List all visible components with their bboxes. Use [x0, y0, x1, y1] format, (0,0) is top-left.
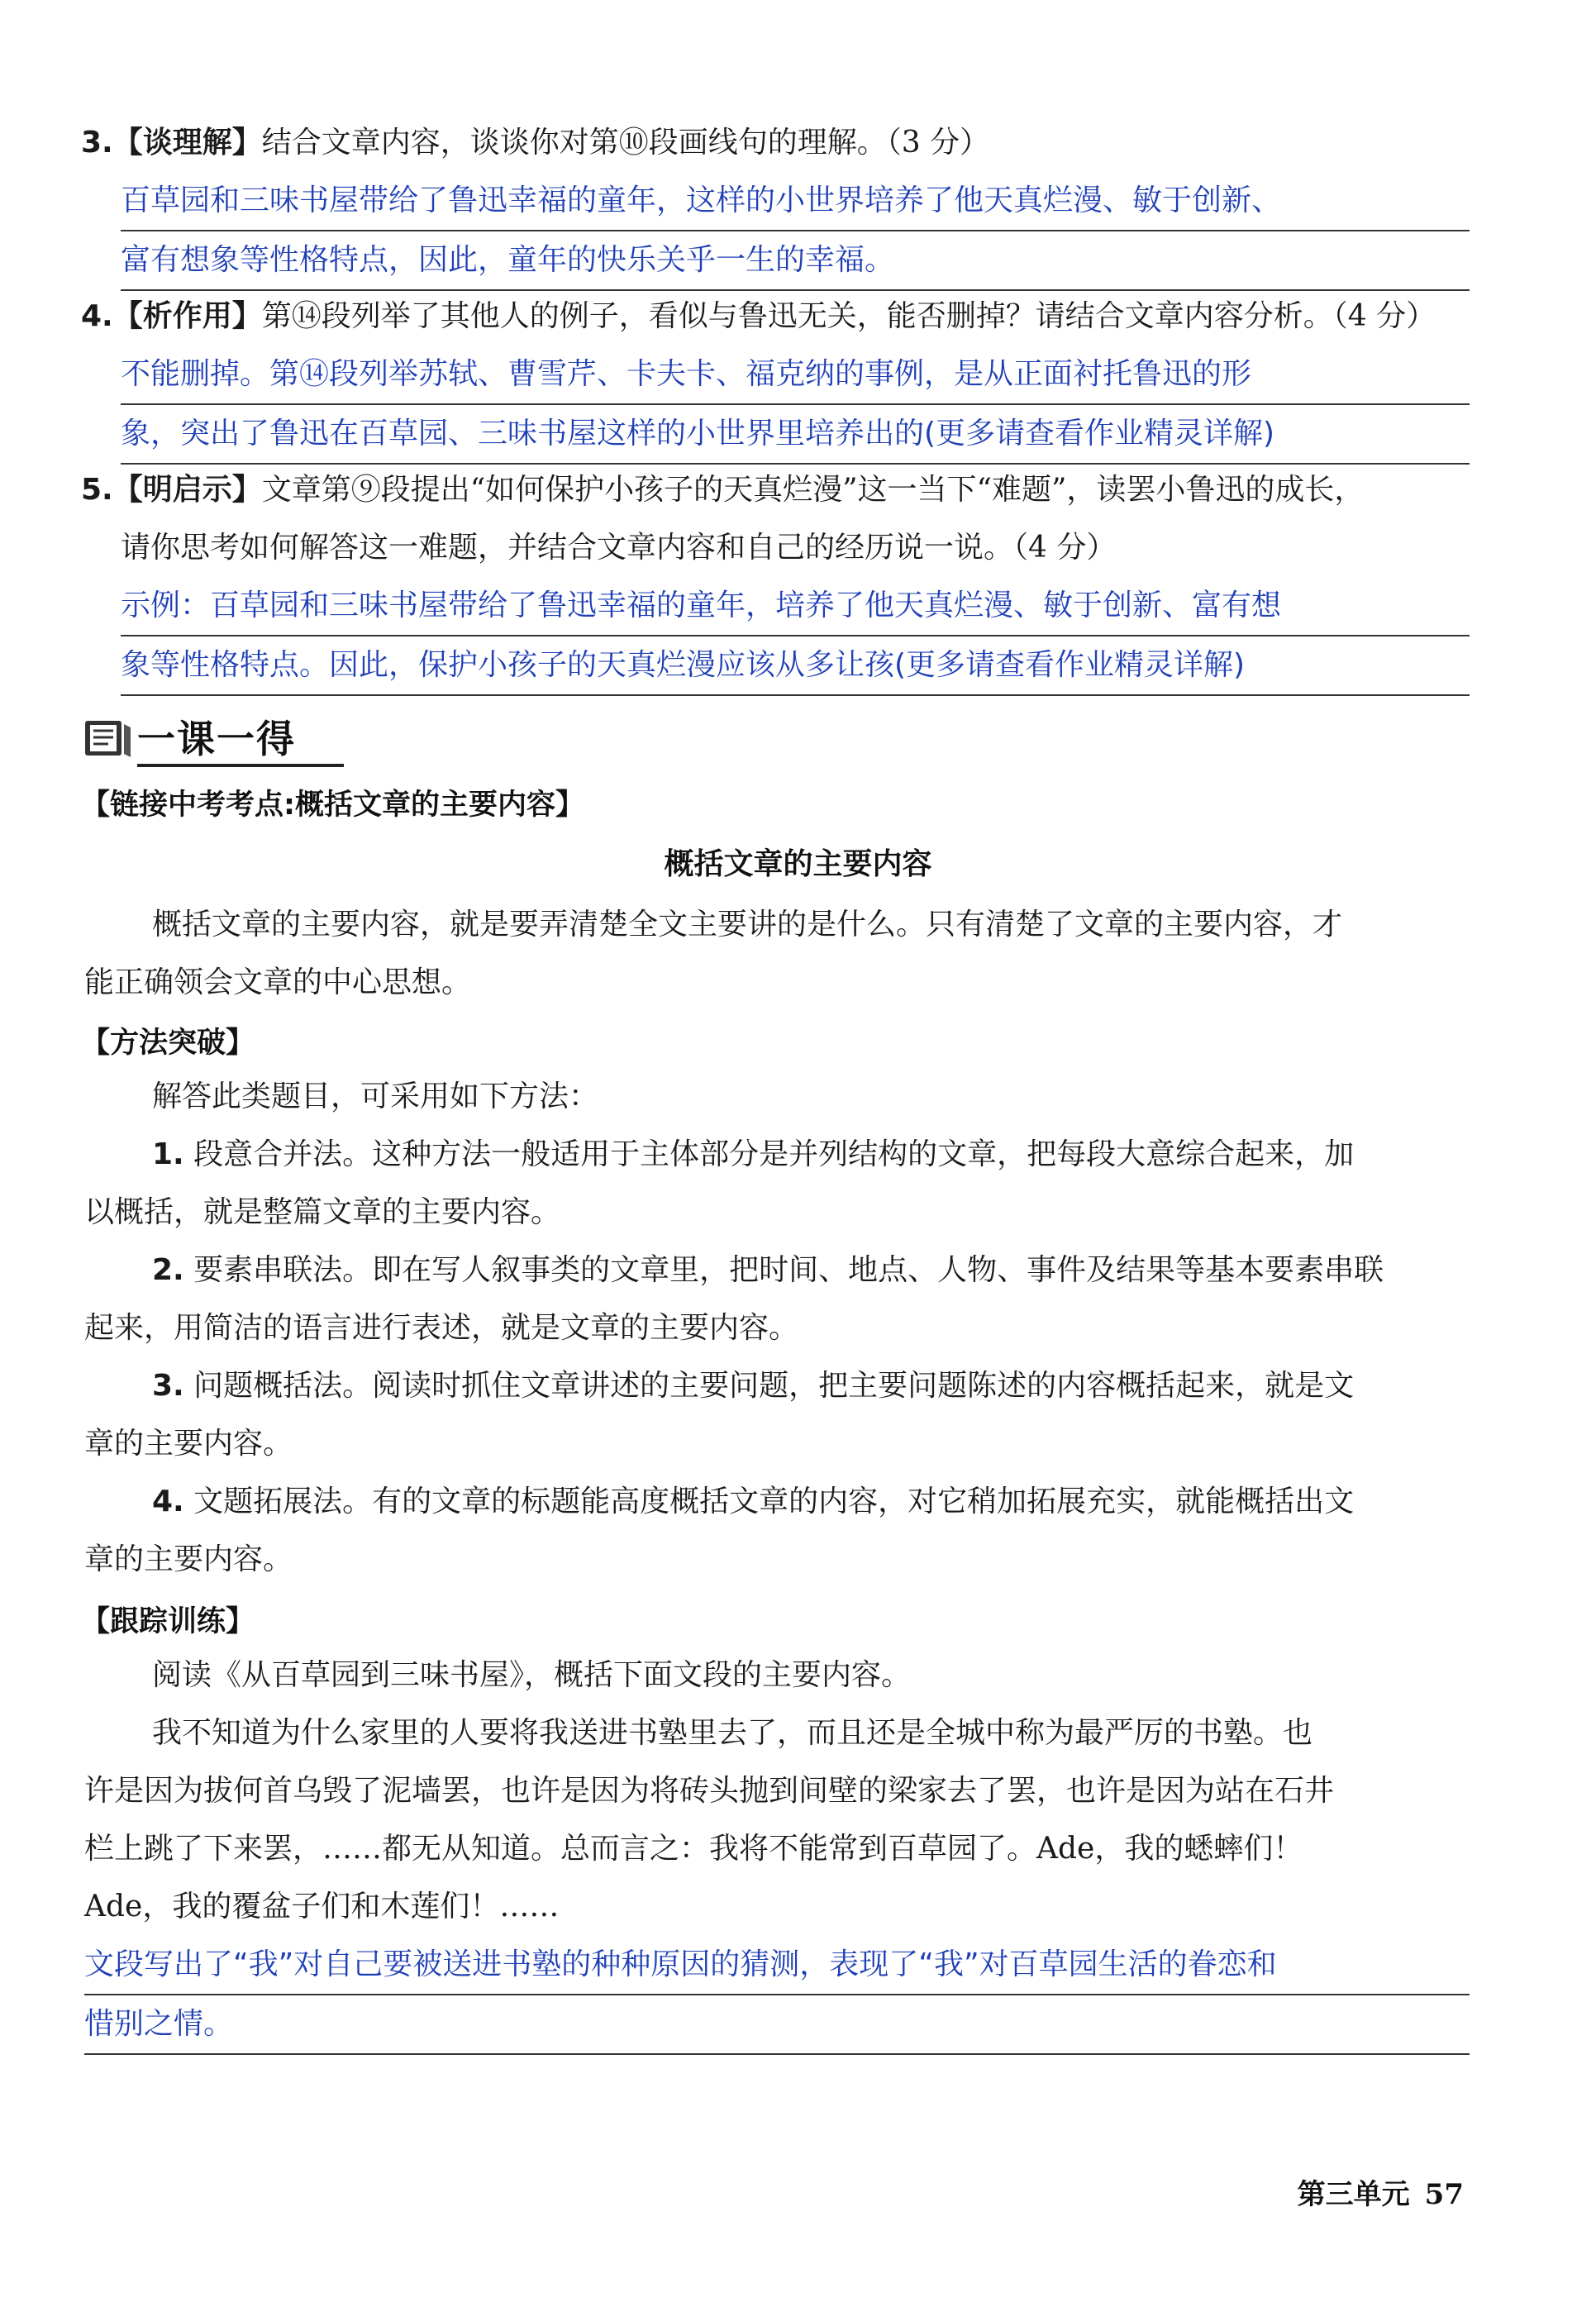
topic-title: 概括文章的主要内容 [664, 847, 932, 881]
method-number: 3. [152, 1369, 184, 1403]
answer-line: 象等性格特点。因此，保护小孩子的天真烂漫应该从多让孩(更多请查看作业精灵详解) [121, 636, 1470, 696]
question-prompt: 文章第⑨段提出“如何保护小孩子的天真烂漫”这一当下“难题”，读罢小鲁迅的成长， [261, 473, 1365, 507]
method-item-cont: 以概括，就是整篇文章的主要内容。 [84, 1195, 561, 1229]
question-4 [81, 288, 1470, 465]
question-prompt: 结合文章内容，谈谈你对第⑩段画线句的理解。（3 分） [261, 126, 990, 160]
answer-line: 富有想象等性格特点，因此，童年的快乐关乎一生的幸福。 [121, 231, 1470, 291]
training-block [84, 1647, 1470, 1936]
method-text: 段意合并法。这种方法一般适用于主体部分是并列结构的文章，把每段大意综合起来，加 [183, 1137, 1355, 1171]
methods-block [84, 1068, 1470, 1589]
answer-line: 示例：百草园和三味书屋带给了鲁迅幸福的童年，培养了他天真烂漫、敏于创新、富有想 [121, 577, 1470, 636]
section-title: 一课一得 [137, 717, 296, 761]
method-number: 4. [152, 1485, 184, 1518]
method-number: 2. [152, 1253, 184, 1287]
unit-label: 第三单元 [1297, 2178, 1410, 2211]
question-tag: 【析作用】 [112, 299, 262, 333]
method-item [84, 1242, 1470, 1299]
section-header [83, 713, 347, 770]
page-number: 57 [1424, 2178, 1464, 2211]
excerpt-line: 栏上跳了下来罢，……都无从知道。总而言之：我将不能常到百草园了。Ade，我的蟋蟀们！ [84, 1832, 1303, 1866]
answer-line: 文段写出了“我”对自己要被送进书塾的种种原因的猜测，表现了“我”对百草园生活的眷恋和 [84, 1936, 1470, 1995]
method-text: 要素串联法。即在写人叙事类的文章里，把时间、地点、人物、事件及结果等基本要素串联 [183, 1253, 1384, 1287]
notebook-icon [83, 717, 134, 760]
answer-line: 百草园和三味书屋带给了鲁迅幸福的童年，这样的小世界培养了他天真烂漫、敏于创新、 [121, 172, 1470, 231]
section-title-underline [137, 764, 344, 767]
question-4-prompt-line [81, 288, 1470, 346]
answer-line: 惜别之情。 [84, 1995, 1470, 2055]
intro-paragraph [84, 896, 1470, 1012]
train-prompt: 阅读《从百草园到三味书屋》，概括下面文段的主要内容。 [152, 1658, 912, 1692]
question-5 [81, 461, 1470, 696]
question-5-prompt-line [81, 461, 1470, 519]
excerpt-line: Ade，我的覆盆子们和木莲们！…… [84, 1890, 560, 1923]
answer-line: 不能删掉。第⑭段列举苏轼、曹雪芹、卡夫卡、福克纳的事例，是从正面衬托鲁迅的形 [121, 346, 1470, 405]
method-tag: 【方法突破】 [81, 1027, 255, 1060]
question-number: 5. [81, 473, 113, 507]
method-item-cont: 章的主要内容。 [84, 1427, 293, 1461]
method-item-cont: 起来，用简洁的语言进行表述，就是文章的主要内容。 [84, 1311, 799, 1345]
link-tag: 【链接中考考点:概括文章的主要内容】 [81, 789, 584, 822]
method-item-cont: 章的主要内容。 [84, 1542, 293, 1576]
method-intro: 解答此类题目，可采用如下方法： [152, 1080, 599, 1113]
train-answer [84, 1936, 1470, 2055]
method-item [84, 1357, 1470, 1415]
question-tag: 【谈理解】 [112, 126, 262, 160]
method-text: 文题拓展法。有的文章的标题能高度概括文章的内容，对它稍加拓展充实，就能概括出文 [183, 1485, 1355, 1518]
answer-line: 象，突出了鲁迅在百草园、三味书屋这样的小世界里培养出的(更多请查看作业精灵详解) [121, 405, 1470, 465]
method-item [84, 1126, 1470, 1184]
question-number: 4. [81, 299, 113, 333]
paragraph-line: 能正确领会文章的中心思想。 [84, 965, 472, 999]
question-number: 3. [81, 126, 113, 160]
question-prompt-continued: 请你思考如何解答这一难题，并结合文章内容和自己的经历说一说。（4 分） [121, 531, 1117, 565]
paragraph-line: 概括文章的主要内容，就是要弄清楚全文主要讲的是什么。只有清楚了文章的主要内容，才 [152, 908, 1343, 941]
method-text: 问题概括法。阅读时抓住文章讲述的主要问题，把主要问题陈述的内容概括起来，就是文 [183, 1369, 1355, 1403]
excerpt-line: 许是因为拔何首乌毁了泥墙罢，也许是因为将砖头抛到间壁的梁家去了罢，也许是因为站在石井 [84, 1774, 1335, 1808]
train-tag: 【跟踪训练】 [81, 1605, 255, 1638]
question-3 [81, 114, 1470, 291]
page-footer [1298, 2174, 1464, 2215]
excerpt-line: 我不知道为什么家里的人要将我送进书塾里去了，而且还是全城中称为最严厉的书塾。也 [152, 1716, 1313, 1750]
question-tag: 【明启示】 [112, 473, 262, 507]
question-prompt: 第⑭段列举了其他人的例子，看似与鲁迅无关，能否删掉？请结合文章内容分析。（4 分） [261, 299, 1436, 333]
method-item [84, 1473, 1470, 1531]
question-3-prompt-line [81, 114, 1470, 172]
method-number: 1. [152, 1137, 184, 1171]
